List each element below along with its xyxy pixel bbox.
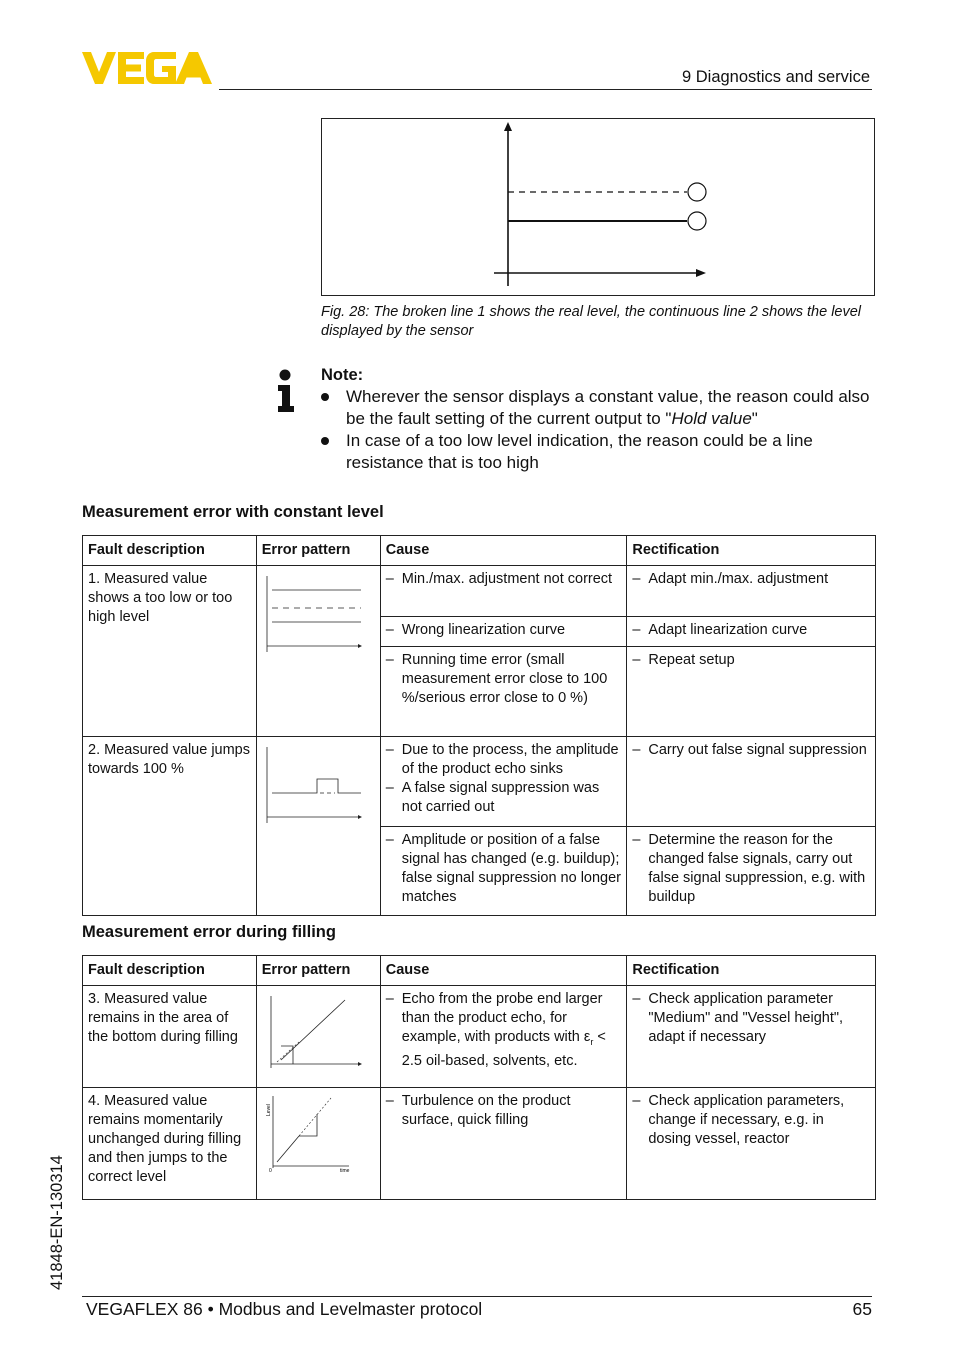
rectification-cell: – Check application parameter "Medium" and "Vessel height", adapt if necessary [627, 986, 876, 1088]
error-pattern-offset-chart [257, 566, 380, 730]
note-title: Note: [321, 366, 364, 384]
level-chart [322, 119, 874, 295]
cause-cell: – Echo from the probe end larger than the product echo, for example, with products with $\varepsilon_r < 2.5$ oil-based, solvents, etc. [380, 986, 627, 1088]
footer-rule [82, 1296, 872, 1297]
header-error-pattern: Error pattern [256, 536, 380, 566]
page-number: 65 [852, 1299, 872, 1319]
rectification-cell: – Repeat setup [627, 646, 876, 736]
filling-table [82, 955, 876, 1200]
vega-logo [82, 52, 212, 84]
document-code: 41848-EN-130314 [48, 1155, 66, 1290]
level-figure [321, 118, 875, 296]
cause-cell: – Amplitude or position of a false signal has changed (e.g. buildup); false signal suppression no longer matches [380, 826, 627, 916]
header-cause: Cause [380, 956, 627, 986]
header-section-title: 9 Diagnostics and service [681, 68, 870, 86]
y-axis-label: Level [265, 1104, 272, 1116]
rectification-cell: – Carry out false signal suppression [627, 737, 876, 827]
error-pattern-jump-chart [257, 737, 380, 909]
cause-cell: – Turbulence on the product surface, quick filling [380, 1088, 627, 1200]
header-error-pattern: Error pattern [256, 956, 380, 986]
error-pattern-bottom-chart [257, 986, 380, 1081]
info-icon [276, 369, 296, 413]
marker-1 [688, 183, 706, 201]
cause-cell: – Min./max. adjustment not correct [380, 566, 627, 617]
x-axis-arrow [696, 269, 706, 277]
error-pattern [256, 737, 380, 916]
header-rectification: Rectification [627, 536, 876, 566]
note-item: Wherever the sensor displays a constant value, the reason could also be the fault setting of the current output to "Hold value" [321, 386, 881, 429]
rectification-cell: – Check application parameters, change if necessary, e.g. in dosing vessel, reactor [627, 1088, 876, 1200]
cause-cell: – Wrong linearization curve [380, 616, 627, 646]
section-title-filling: Measurement error during filling [82, 923, 336, 941]
origin-label: 0 [268, 1168, 272, 1174]
figure-caption: Fig. 28: The broken line 1 shows the real level, the continuous line 2 shows the level displayed by the sensor [321, 304, 862, 339]
fault-description: 4. Measured value remains momentarily unchanged during filling and then jumps to the correct level [83, 1088, 257, 1200]
header-rule [219, 89, 872, 90]
rectification-cell: – Determine the reason for the changed false signals, carry out false signal suppression, e.g. with buildup [627, 826, 876, 916]
footer-title: VEGAFLEX 86 • Modbus and Levelmaster protocol [86, 1299, 483, 1319]
fault-description: 2. Measured value jumps towards 100 % [83, 737, 257, 916]
fault-description: 1. Measured value shows a too low or too high level [83, 566, 257, 737]
header-fault-description: Fault description [83, 956, 257, 986]
error-pattern [256, 566, 380, 737]
rectification-cell: – Adapt min./max. adjustment [627, 566, 876, 617]
header-cause: Cause [380, 536, 627, 566]
rectification-cell: – Adapt linearization curve [627, 616, 876, 646]
constant-level-table [82, 535, 876, 916]
fault-description: 3. Measured value remains in the area of the bottom during filling [83, 986, 257, 1088]
cause-cell: – Due to the process, the amplitude of the product echo sinks – A false signal suppression was not carried out [380, 737, 627, 827]
x-axis-label: time [339, 1168, 350, 1174]
y-axis-arrow [504, 122, 512, 131]
section-title-constant-level: Measurement error with constant level [82, 503, 384, 521]
header-fault-description: Fault description [83, 536, 257, 566]
marker-2 [688, 212, 706, 230]
cause-cell: – Running time error (small measurement error close to 100 %/serious error close to 0 %) [380, 646, 627, 736]
error-pattern [256, 986, 380, 1088]
error-pattern-jump-filling-chart [257, 1088, 380, 1193]
note-list [321, 386, 881, 474]
note-item: In case of a too low level indication, the reason could be a line resistance that is too high [321, 430, 881, 473]
error-pattern [256, 1088, 380, 1200]
header-rectification: Rectification [627, 956, 876, 986]
